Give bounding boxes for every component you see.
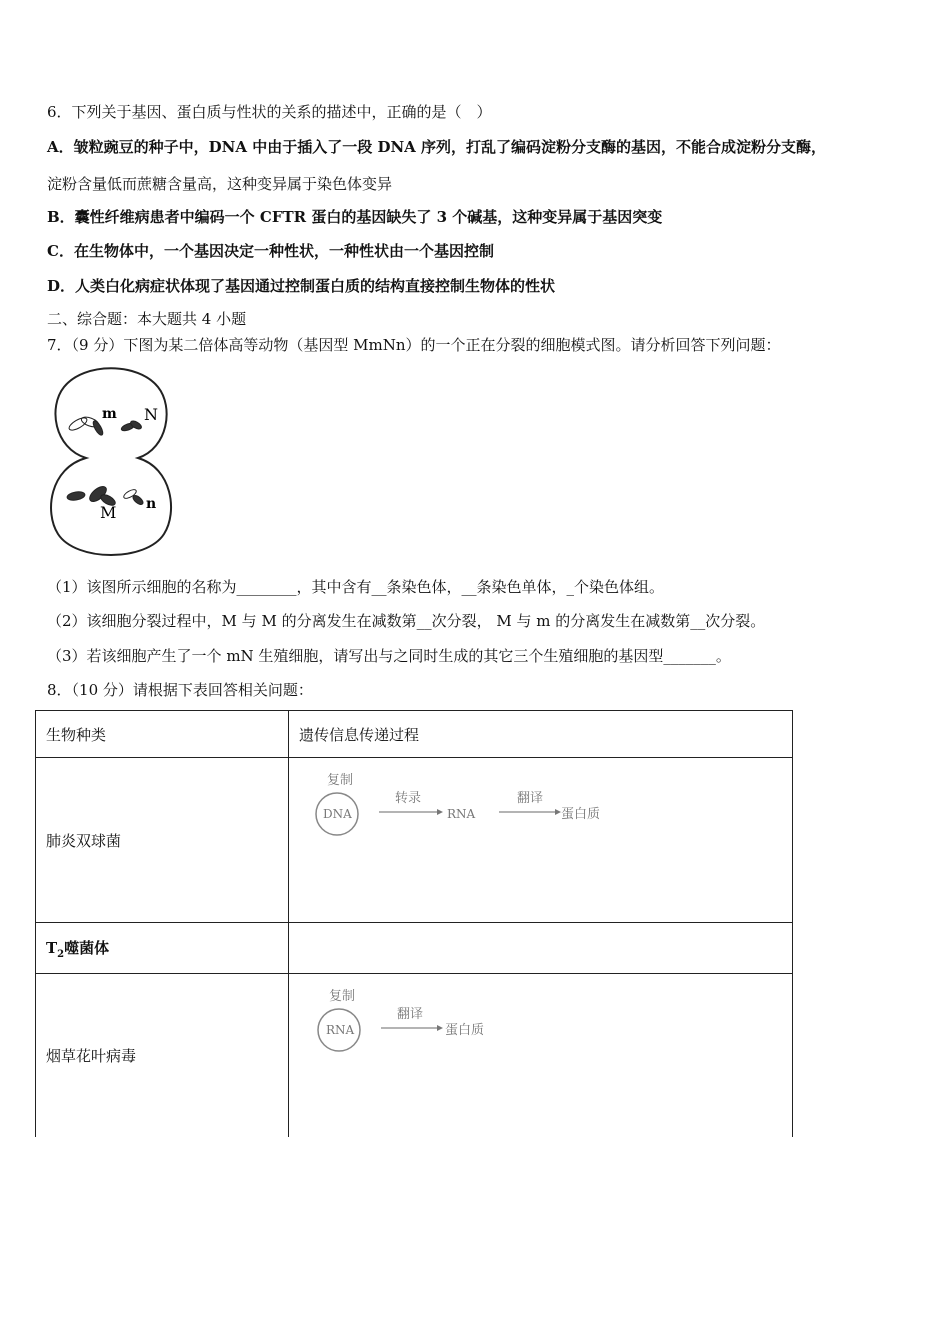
q6-option-d: D．人类白化病症状体现了基因通过控制蛋白质的结构直接控制生物体的性状 — [47, 277, 556, 295]
genetic-info-table — [35, 710, 793, 1137]
label-N: N — [144, 405, 158, 424]
organism-t2-phage: $T_2$噬菌体 — [36, 923, 289, 974]
translate-label: 翻译 — [397, 1007, 424, 1022]
dna-node: DNA — [323, 807, 352, 821]
q6-option-a-line2: 淀粉含量低而蔗糖含量高，这种变异属于染色体变异 — [47, 175, 393, 193]
table-header-row — [36, 711, 793, 758]
q7-stem: 7．（9 分）下图为某二倍体高等动物（基因型 MmNn）的一个正在分裂的细胞模式图。请分析回答下列问题： — [47, 336, 781, 354]
dna-flow-diagram — [299, 768, 619, 848]
organism-pneumococcus: 肺炎双球菌 — [36, 758, 289, 923]
table-row — [36, 923, 793, 974]
table-row — [36, 758, 793, 923]
q7-part-1: （1）该图所示细胞的名称为________，其中含有__条染色体，__条染色单体，_个染色体组。 — [47, 578, 665, 596]
label-n: n — [146, 496, 157, 512]
rna-flow-diagram — [299, 984, 619, 1064]
table-row — [36, 974, 793, 1138]
protein-node: 蛋白质 — [561, 807, 601, 822]
rna-node: RNA — [447, 807, 476, 821]
q6-option-c: C．在生物体中，一个基因决定一种性状，一种性状由一个基因控制 — [47, 242, 494, 260]
translate-label: 翻译 — [517, 791, 544, 806]
section-2-title: 二、综合题：本大题共 4 小题 — [47, 310, 247, 328]
protein-node: 蛋白质 — [445, 1023, 485, 1038]
t2-process-cell — [289, 923, 793, 974]
organism-tmv: 烟草花叶病毒 — [36, 974, 289, 1138]
q8-stem: 8．（10 分）请根据下表回答相关问题： — [47, 681, 313, 699]
q7-part-2: （2）该细胞分裂过程中，M 与 M 的分离发生在减数第__次分裂， M 与 m 的分离发生在减数第__次分裂。 — [47, 612, 766, 630]
q7-part-3: （3）若该细胞产生了一个 mN 生殖细胞，请写出与之同时生成的其它三个生殖细胞的基因型_______。 — [47, 647, 731, 665]
header-process: 遗传信息传递过程 — [289, 711, 793, 758]
q6-option-a-line1: A．皱粒豌豆的种子中，DNA 中由于插入了一段 DNA 序列，打乱了编码淀粉分支酶的基因，不能合成淀粉分支酶， — [47, 138, 827, 156]
transcribe-label: 转录 — [395, 791, 422, 806]
replicate-label: 复制 — [327, 773, 354, 788]
q6-option-b: B．囊性纤维病患者中编码一个 CFTR 蛋白的基因缺失了 3 个碱基，这种变异属于基因突变 — [47, 208, 663, 226]
replicate-label: 复制 — [329, 989, 356, 1004]
header-organism: 生物种类 — [36, 711, 289, 758]
cell-division-diagram — [46, 362, 176, 564]
label-M: M — [100, 503, 117, 522]
rna-node: RNA — [326, 1023, 355, 1037]
q6-stem: 6．下列关于基因、蛋白质与性状的关系的描述中，正确的是（ ） — [47, 103, 492, 121]
label-m: m — [102, 406, 117, 422]
